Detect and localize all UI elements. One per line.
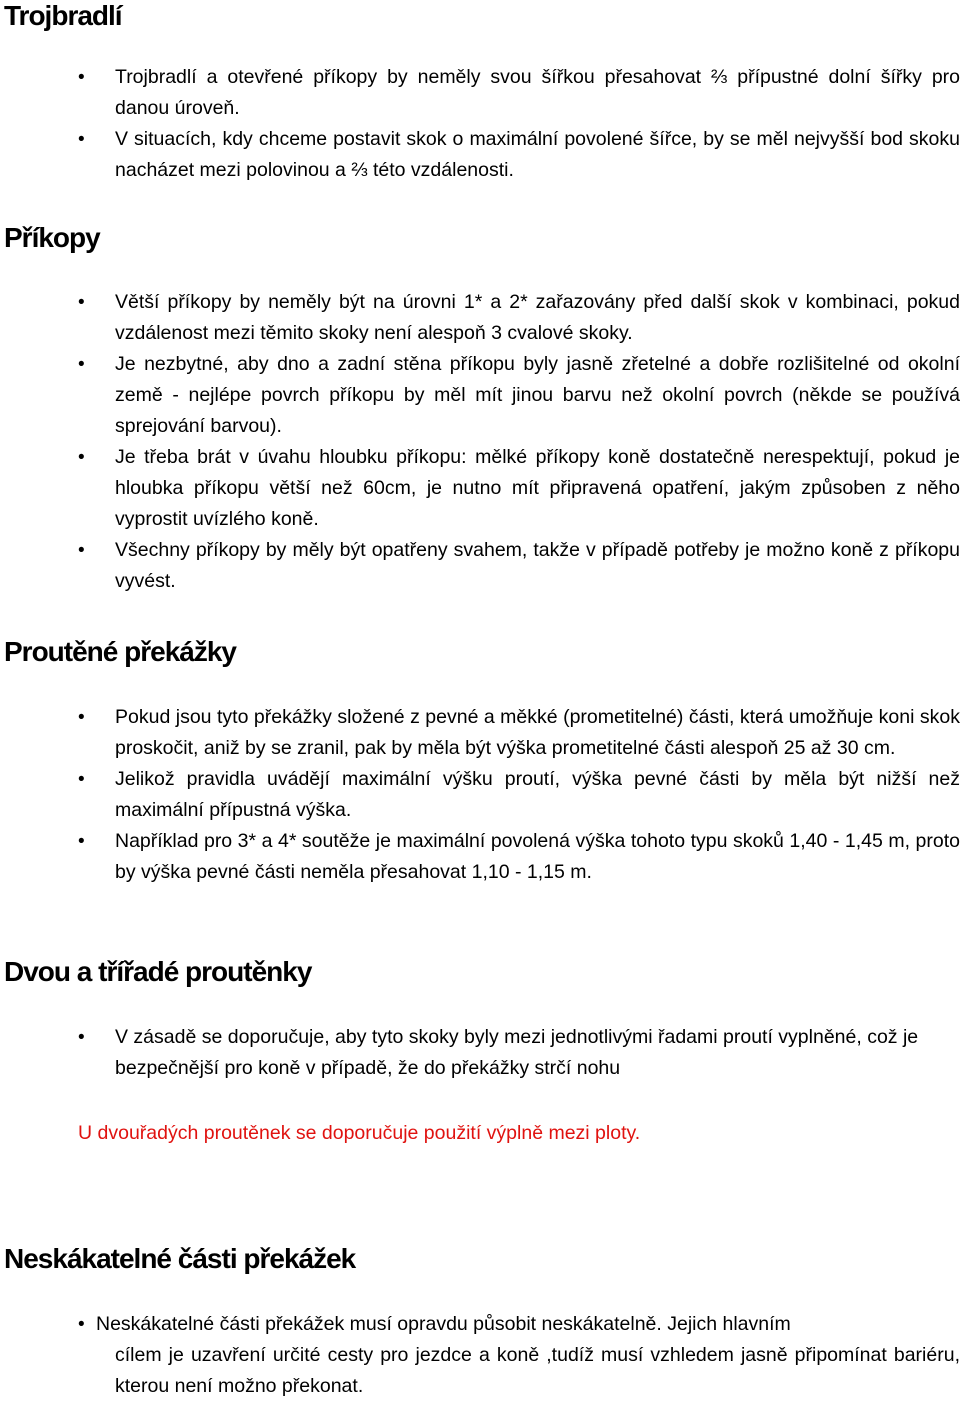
bullet-list-prikopy [0,287,960,597]
list-item [0,535,960,597]
list-item [0,287,960,349]
section-title-neskakatelne-casti: Neskákatelné části překážek [4,1243,356,1274]
section-title-prikopy: Příkopy [4,222,100,253]
bullet-icon: • [78,540,85,561]
list-item [0,124,960,186]
list-item [0,1022,960,1084]
bullet-icon: • [78,769,85,790]
bullet-icon: • [78,354,85,375]
list-item [0,349,960,442]
list-item-text: cílem je uzavření určité cesty pro jezdce a koně ,tudíž musí vzhledem jasně připomínat bariéru, kterou není možno překonat. [115,1344,960,1397]
bullet-icon: • [78,831,85,852]
bullet-icon: • [78,1027,85,1048]
list-item-text: Trojbradlí a otevřené příkopy by neměly svou šířkou přesahovat ⅔ přípustné dolní šířky pro danou úroveň. [115,66,960,119]
list-item-text: V zásadě se doporučuje, aby tyto skoky byly mezi jednotlivými řadami proutí vyplněné, což je bezpečnější pro koně v případě, že do překážky strčí nohu [115,1026,919,1079]
list-item-text: Je nezbytné, aby dno a zadní stěna příkopu byly jasně zřetelné a dobře rozlišitelné od okolní země - nejlépe povrch příkopu by měl mít jinou barvu než okolní povrch (někde se používá sprejování barvou). [115,353,960,437]
section-title-proutene-prekazky: Proutěné překážky [4,636,236,667]
list-item-text: Všechny příkopy by měly být opatřeny svahem, takže v případě potřeby je možno koně z příkopu vyvést. [115,539,960,592]
bullet-icon: • [78,1314,85,1335]
bullet-list-trojbradli [0,62,960,186]
list-item [0,62,960,124]
list-item [0,442,960,535]
list-item-text: Jelikož pravidla uvádějí maximální výšku proutí, výška pevné části by měla být nižší než maximální přípustná výška. [115,768,960,821]
list-item-text: Pokud jsou tyto překážky složené z pevné a měkké (prometitelné) části, která umožňuje koni skok proskočit, aniž by se zranil, pak by měla být výška prometitelné části alespoň 25 až 30 cm. [115,706,960,759]
list-item [0,702,960,764]
bullet-icon: • [78,292,85,313]
highlighted-note: U dvouřadých proutěnek se doporučuje použití výplně mezi ploty. [78,1122,641,1144]
bullet-list-dvou-a-triradne-proutenky [0,1022,960,1084]
bullet-list-proutene-prekazky [0,702,960,888]
list-item [0,764,960,826]
list-item [0,1309,960,1402]
bullet-icon: • [78,67,85,88]
list-item [0,826,960,888]
list-item-text: Je třeba brát v úvahu hloubku příkopu: mělké příkopy koně dostatečně nerespektují, pokud je hloubka příkopu větší než 60cm, je nutno mít připravená opatření, jakým způsoben z něho vyprostit uvízlého koně. [115,446,960,530]
list-item-text: Například pro 3* a 4* soutěže je maximální povolená výška tohoto typu skoků 1,40 - 1,45 m, proto by výška pevné části neměla přesahovat 1,10 - 1,15 m. [115,830,960,883]
list-item-text: V situacích, kdy chceme postavit skok o maximální povolené šířce, by se měl nejvyšší bod skoku nacházet mezi polovinou a ⅔ této vzdálenosti. [115,128,960,181]
section-title-dvou-a-triradne-proutenky: Dvou a třířadé proutěnky [4,956,312,987]
bullet-icon: • [78,129,85,150]
list-item-text: Větší příkopy by neměly být na úrovni 1* a 2* zařazovány před další skok v kombinaci, pokud vzdálenost mezi těmito skoky není alespoň 3 cvalové skoky. [115,291,960,344]
bullet-list-neskakatelne-casti [0,1309,960,1402]
bullet-icon: • [78,447,85,468]
section-title-trojbradli: Trojbradlí [4,0,122,31]
bullet-icon: • [78,707,85,728]
list-item-first-line: Neskákatelné části překážek musí opravdu působit neskákatelně. Jejich hlavním [96,1313,791,1335]
